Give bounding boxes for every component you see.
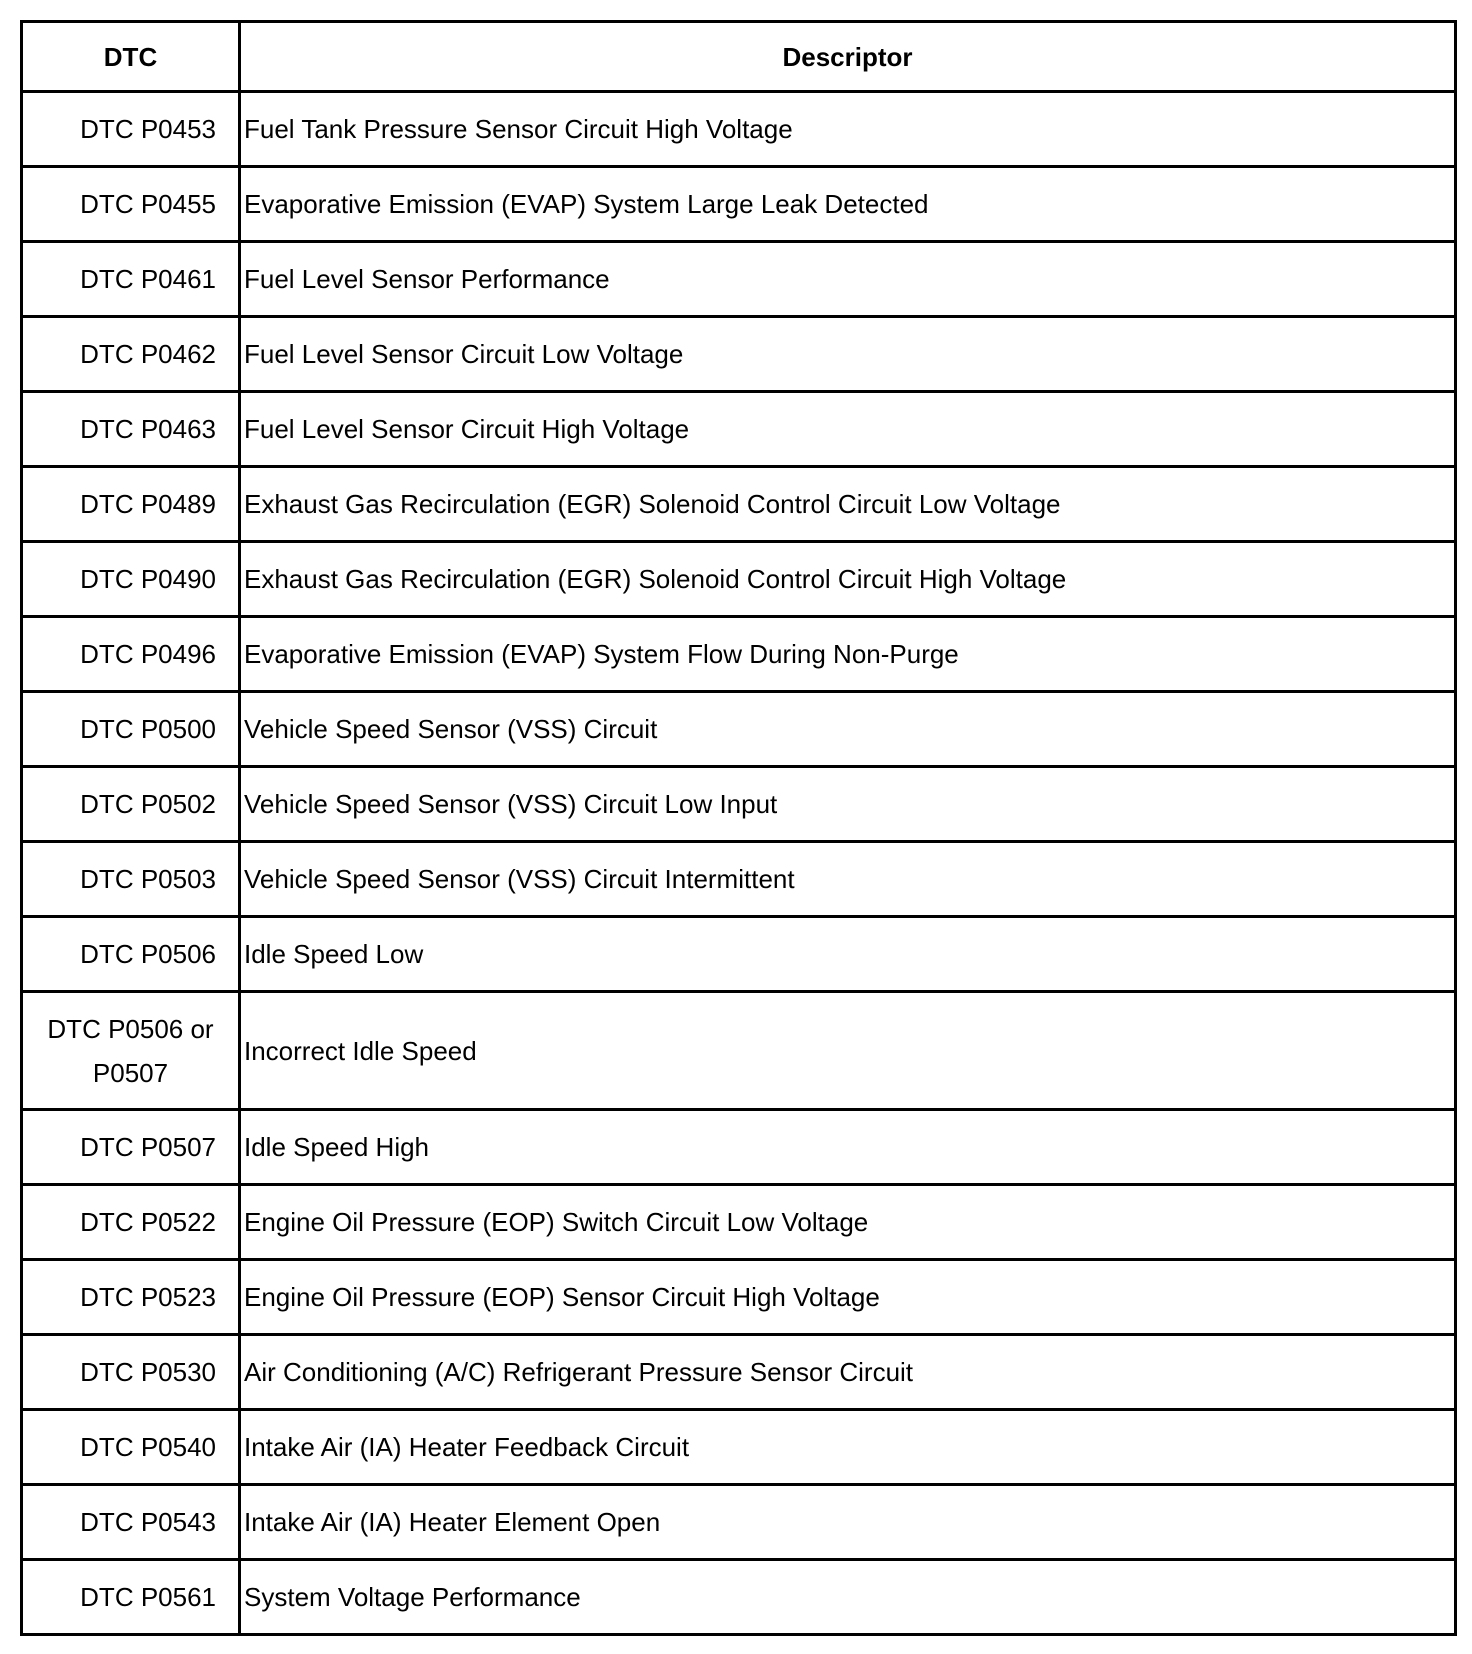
- table-row: [22, 1335, 1456, 1410]
- dtc-code-cell: DTC P0502: [22, 767, 240, 842]
- table-row: [22, 1185, 1456, 1260]
- table-row: [22, 467, 1456, 542]
- descriptor-cell: Intake Air (IA) Heater Feedback Circuit: [240, 1410, 1456, 1485]
- descriptor-cell: Idle Speed High: [240, 1110, 1456, 1185]
- descriptor-cell: Engine Oil Pressure (EOP) Switch Circuit Low Voltage: [240, 1185, 1456, 1260]
- table-header: [22, 22, 1456, 92]
- descriptor-cell: Evaporative Emission (EVAP) System Flow During Non-Purge: [240, 617, 1456, 692]
- descriptor-cell: Engine Oil Pressure (EOP) Sensor Circuit High Voltage: [240, 1260, 1456, 1335]
- table-row: [22, 917, 1456, 992]
- dtc-code-cell: DTC P0463: [22, 392, 240, 467]
- table-row: [22, 842, 1456, 917]
- dtc-code-cell: DTC P0496: [22, 617, 240, 692]
- header-descriptor: Descriptor: [240, 22, 1456, 92]
- header-dtc: DTC: [22, 22, 240, 92]
- table-row: [22, 1485, 1456, 1560]
- descriptor-cell: Vehicle Speed Sensor (VSS) Circuit Low Input: [240, 767, 1456, 842]
- table-row: [22, 992, 1456, 1110]
- dtc-code-cell: DTC P0522: [22, 1185, 240, 1260]
- descriptor-cell: Exhaust Gas Recirculation (EGR) Solenoid Control Circuit Low Voltage: [240, 467, 1456, 542]
- descriptor-cell: Intake Air (IA) Heater Element Open: [240, 1485, 1456, 1560]
- descriptor-cell: Air Conditioning (A/C) Refrigerant Pressure Sensor Circuit: [240, 1335, 1456, 1410]
- descriptor-cell: Fuel Level Sensor Performance: [240, 242, 1456, 317]
- table-row: [22, 317, 1456, 392]
- dtc-code-cell: DTC P0461: [22, 242, 240, 317]
- dtc-code-cell: DTC P0455: [22, 167, 240, 242]
- descriptor-cell: Exhaust Gas Recirculation (EGR) Solenoid Control Circuit High Voltage: [240, 542, 1456, 617]
- dtc-code-cell: DTC P0507: [22, 1110, 240, 1185]
- dtc-code-cell: DTC P0453: [22, 92, 240, 167]
- table-row: [22, 92, 1456, 167]
- header-row: [22, 22, 1456, 92]
- table-row: [22, 167, 1456, 242]
- table-row: [22, 392, 1456, 467]
- table-row: [22, 1410, 1456, 1485]
- table-row: [22, 1560, 1456, 1635]
- descriptor-cell: System Voltage Performance: [240, 1560, 1456, 1635]
- dtc-code-cell: DTC P0523: [22, 1260, 240, 1335]
- descriptor-cell: Evaporative Emission (EVAP) System Large Leak Detected: [240, 167, 1456, 242]
- dtc-code-cell: DTC P0561: [22, 1560, 240, 1635]
- table-row: [22, 1260, 1456, 1335]
- descriptor-cell: Incorrect Idle Speed: [240, 992, 1456, 1110]
- table-row: [22, 767, 1456, 842]
- dtc-code-cell: DTC P0506: [22, 917, 240, 992]
- dtc-code-cell: DTC P0490: [22, 542, 240, 617]
- dtc-code-cell: DTC P0543: [22, 1485, 240, 1560]
- dtc-code-cell: DTC P0530: [22, 1335, 240, 1410]
- table-row: [22, 692, 1456, 767]
- dtc-code-cell: DTC P0500: [22, 692, 240, 767]
- descriptor-cell: Fuel Tank Pressure Sensor Circuit High Voltage: [240, 92, 1456, 167]
- descriptor-cell: Idle Speed Low: [240, 917, 1456, 992]
- table-row: [22, 542, 1456, 617]
- table-row: [22, 242, 1456, 317]
- table-row: [22, 617, 1456, 692]
- dtc-code-cell: DTC P0540: [22, 1410, 240, 1485]
- dtc-code-cell: DTC P0506 or P0507: [22, 992, 240, 1110]
- dtc-code-cell: DTC P0462: [22, 317, 240, 392]
- dtc-table: [20, 20, 1457, 1636]
- table-body: [22, 92, 1456, 1635]
- dtc-code-cell: DTC P0503: [22, 842, 240, 917]
- table-row: [22, 1110, 1456, 1185]
- descriptor-cell: Vehicle Speed Sensor (VSS) Circuit: [240, 692, 1456, 767]
- descriptor-cell: Fuel Level Sensor Circuit High Voltage: [240, 392, 1456, 467]
- dtc-code-cell: DTC P0489: [22, 467, 240, 542]
- descriptor-cell: Fuel Level Sensor Circuit Low Voltage: [240, 317, 1456, 392]
- descriptor-cell: Vehicle Speed Sensor (VSS) Circuit Intermittent: [240, 842, 1456, 917]
